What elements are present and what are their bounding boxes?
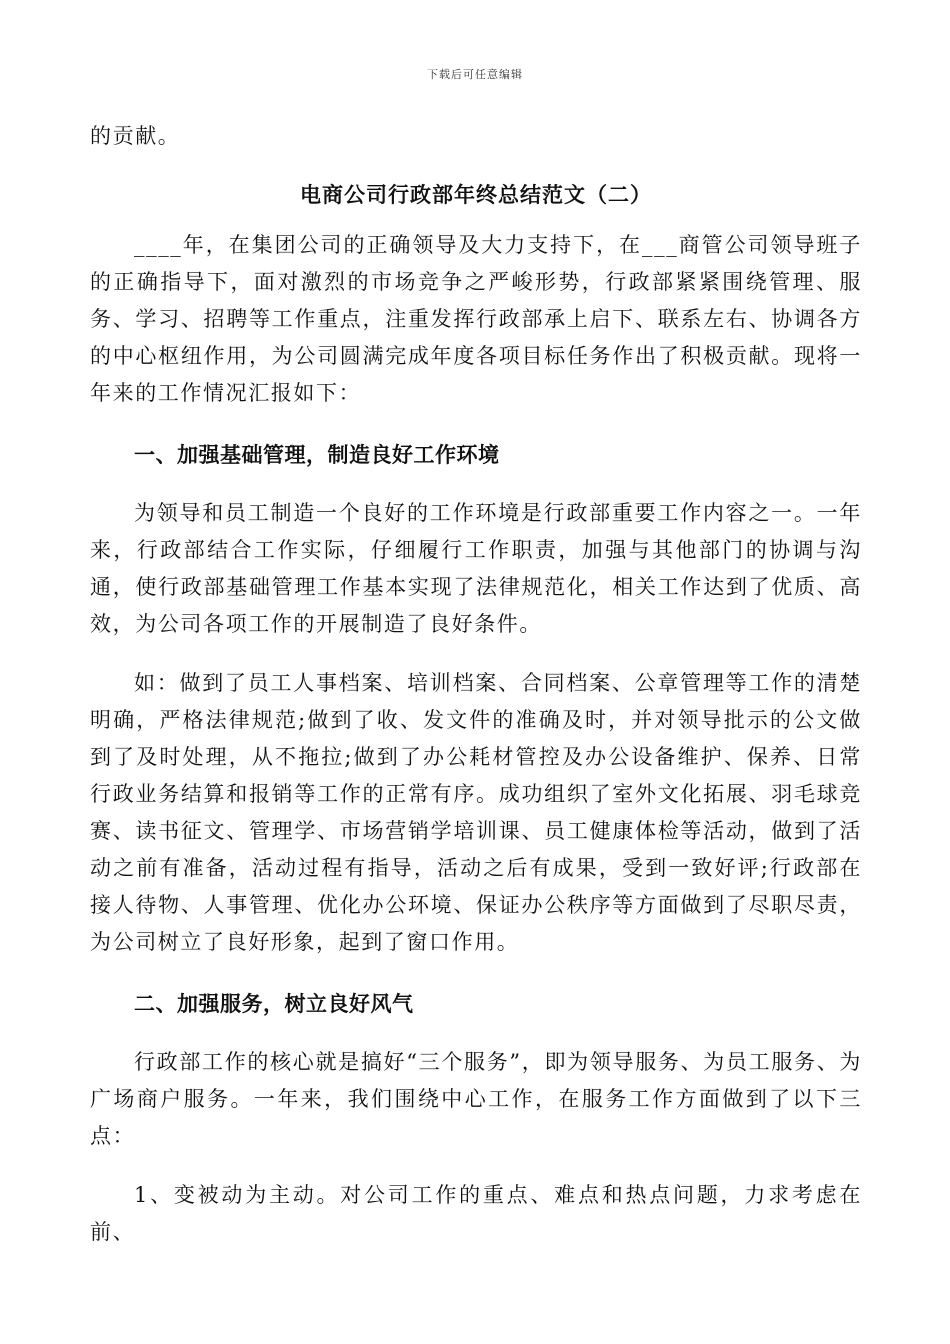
document-title: 电商公司行政部年终总结范文（二） <box>300 182 652 207</box>
section2-paragraph-1: 行政部工作的核心就是搞好“三个服务”，即为领导服务、为员工服务、为广场商户服务。一年来，我们围绕中心工作，在服务工作方面做到了以下三点： <box>90 1050 862 1148</box>
section1-paragraph-2: 如：做到了员工人事档案、培训档案、合同档案、公章管理等工作的清楚明确，严格法律规范;做到了收、发文件的准确及时，并对领导批示的公文做到了及时处理，从不拖拉;做到了办公耗材管控及办公设备维护、保养、日常行政业务结算和报销等工作的正常有序。成功组织了室外文化拓展、羽毛球竞赛、读书征文、管理学、市场营销学培训课、员工健康体检等活动，做到了活动之前有准备，活动过程有指导，活动之后有成果，受到一致好评;行政部在接人待物、人事管理、优化办公环境、保证办公秩序等方面做到了尽职尽责，为公司树立了良好形象，起到了窗口作用。 <box>90 671 862 954</box>
document-body <box>90 118 862 1251</box>
section-heading-1: 一、加强基础管理，制造良好工作环境 <box>134 442 500 467</box>
section2-paragraph-2: 1、变被动为主动。对公司工作的重点、难点和热点问题，力求考虑在前、 <box>90 1183 862 1244</box>
section1-paragraph-1: 为领导和员工制造一个良好的工作环境是行政部重要工作内容之一。一年来，行政部结合工作实际，仔细履行工作职责，加强与其他部门的协调与沟通，使行政部基础管理工作基本实现了法律规范化，相关工作达到了优质、高效，为公司各项工作的开展制造了良好条件。 <box>90 501 862 636</box>
intro-paragraph: ____年，在集团公司的正确领导及大力支持下，在___商管公司领导班子的正确指导下，面对激烈的市场竞争之严峻形势，行政部紧紧围绕管理、服务、学习、招聘等工作重点，注重发挥行政部承上启下、联系左右、协调各方的中心枢纽作用，为公司圆满完成年度各项目标任务作出了积极贡献。现将一年来的工作情况汇报如下： <box>90 233 862 405</box>
header-note: 下载后可任意编辑 <box>427 68 523 81</box>
section-heading-2: 二、加强服务，树立良好风气 <box>134 991 414 1016</box>
continuation-text: 的贡献。 <box>90 124 181 148</box>
